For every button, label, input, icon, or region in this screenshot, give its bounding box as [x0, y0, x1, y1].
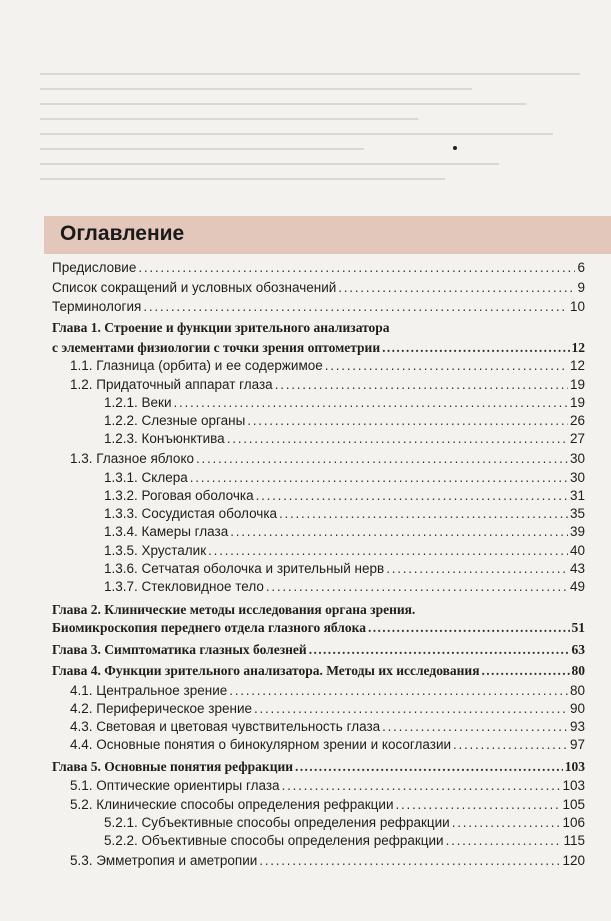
toc-entry-page: 27	[569, 431, 585, 446]
toc-entry[interactable]	[52, 619, 585, 636]
toc-entry-label: 4.3. Световая и цветовая чувствительность глаза	[70, 719, 381, 734]
toc-entry-label: 5.2.1. Субъективные способы определения рефракции	[104, 815, 450, 830]
toc-entry-page: 19	[569, 395, 585, 410]
toc-entry[interactable]	[70, 357, 585, 374]
toc-entry[interactable]	[52, 758, 585, 775]
toc-entry-page: 35	[569, 506, 585, 521]
toc-entry-page: 49	[569, 579, 585, 594]
toc-entry[interactable]	[104, 814, 585, 831]
toc-entry[interactable]	[104, 832, 585, 849]
toc-entry-label: Терминология	[52, 299, 142, 314]
toc-entry-label: Список сокращений и условных обозначений	[52, 280, 337, 295]
show-through-text	[40, 60, 580, 210]
toc-entry-label: 5.2.2. Объективные способы определения рефракции	[104, 833, 444, 848]
toc-entry[interactable]	[70, 376, 585, 393]
toc-entry[interactable]	[52, 298, 585, 315]
toc-entry[interactable]	[52, 259, 585, 276]
toc-entry-label: Биомикроскопия переднего отдела глазного яблока	[52, 620, 366, 635]
toc-entry-page: 6	[577, 260, 585, 275]
toc-entry-label: 5.1. Оптические ориентиры глаза	[70, 778, 280, 793]
toc-entry-label: Предисловие	[52, 260, 137, 275]
toc-entry-page: 103	[564, 759, 585, 774]
toc-entry-label: 1.3.2. Роговая оболочка	[104, 488, 254, 503]
toc-entry[interactable]	[70, 796, 585, 813]
toc-entry-page: 40	[569, 543, 585, 558]
toc-entry-label: 4.1. Центральное зрение	[70, 683, 228, 698]
toc-entry[interactable]	[70, 777, 585, 794]
toc-entry-label: Глава 5. Основные понятия рефракции	[52, 759, 294, 774]
toc-entry[interactable]	[52, 641, 585, 658]
toc-entry-label: 1.3.5. Хрусталик	[104, 543, 207, 558]
toc-entry-page: 93	[569, 719, 585, 734]
toc-entry-label: 1.3. Глазное яблоко	[70, 451, 195, 466]
toc-entry-label: Глава 3. Симптоматика глазных болезней	[52, 642, 307, 657]
toc-chapter-heading[interactable]: Глава 1. Строение и функции зрительного анализатора	[52, 320, 390, 335]
toc-entry-page: 31	[569, 488, 585, 503]
toc-entry-label: Глава 4. Функции зрительного анализатора. Методы их исследования	[52, 663, 480, 678]
toc-entry-page: 19	[569, 377, 585, 392]
toc-entry-page: 106	[562, 815, 585, 830]
toc-entry[interactable]	[104, 412, 585, 429]
toc-entry-label: 1.3.7. Стекловидное тело	[104, 579, 264, 594]
toc-entry-page: 80	[569, 683, 585, 698]
toc-entry-label: 1.1. Глазница (орбита) и ее содержимое	[70, 358, 323, 373]
toc-entry-page: 43	[569, 561, 585, 576]
toc-entry-page: 80	[571, 663, 585, 678]
toc-entry-label: 4.4. Основные понятия о бинокулярном зрении и косоглазии	[70, 737, 452, 752]
toc-entry-label: 4.2. Периферическое зрение	[70, 701, 253, 716]
toc-entry-page: 12	[571, 340, 585, 355]
toc-entry-page: 63	[571, 642, 585, 657]
toc-entry-page: 30	[569, 451, 585, 466]
toc-entry-page: 26	[569, 413, 585, 428]
toc-entry-label: 1.2.2. Слезные органы	[104, 413, 246, 428]
toc-entry-page: 39	[569, 524, 585, 539]
toc-entry-page: 105	[562, 797, 585, 812]
toc-entry[interactable]	[104, 505, 585, 522]
toc-entry-page: 30	[569, 470, 585, 485]
toc-entry-label: 5.2. Клинические способы определения рефракции	[70, 797, 394, 812]
toc-entry[interactable]	[70, 718, 585, 735]
toc-entry[interactable]	[104, 542, 585, 559]
toc-entry[interactable]	[70, 682, 585, 699]
toc-entry[interactable]	[104, 523, 585, 540]
toc-entry[interactable]	[52, 279, 585, 296]
toc-entry[interactable]	[104, 430, 585, 447]
toc-entry[interactable]	[70, 450, 585, 467]
toc-chapter-heading[interactable]: Глава 2. Клинические методы исследования органа зрения.	[52, 602, 416, 617]
toc-entry[interactable]	[104, 394, 585, 411]
toc-entry[interactable]	[104, 560, 585, 577]
toc-entry-label: 1.3.3. Сосудистая оболочка	[104, 506, 278, 521]
ink-dot	[453, 146, 457, 150]
toc-entry-label: 1.2.3. Конъюнктива	[104, 431, 225, 446]
page-title: Оглавление	[60, 222, 185, 245]
toc-entry-page: 120	[562, 853, 585, 868]
toc-entry-page: 115	[563, 833, 585, 848]
toc-entry[interactable]	[104, 487, 585, 504]
toc-entry-label: с элементами физиологии с точки зрения оптометрии	[52, 340, 381, 355]
toc-entry-page: 103	[562, 778, 585, 793]
toc-entry-label: 5.3. Эмметропия и аметропии	[70, 853, 258, 868]
toc-entry[interactable]	[104, 578, 585, 595]
toc-entry-label: 1.3.6. Сетчатая оболочка и зрительный нерв	[104, 561, 385, 576]
toc-entry-page: 90	[569, 701, 585, 716]
toc-entry-label: 1.3.1. Склера	[104, 470, 188, 485]
toc-entry-page: 9	[577, 280, 585, 295]
toc-entry-label: 1.2. Придаточный аппарат глаза	[70, 377, 273, 392]
toc-entry-label: 1.3.4. Камеры глаза	[104, 524, 229, 539]
toc-entry[interactable]	[52, 662, 585, 679]
toc-entry-page: 12	[569, 358, 585, 373]
toc-entry-page: 51	[571, 620, 585, 635]
toc-entry[interactable]	[70, 700, 585, 717]
toc-entry-page: 97	[569, 737, 585, 752]
toc-entry-page: 10	[569, 299, 585, 314]
toc-entry[interactable]	[52, 339, 585, 356]
toc-entry[interactable]	[104, 469, 585, 486]
toc-entry[interactable]	[70, 736, 585, 753]
toc-entry-label: 1.2.1. Веки	[104, 395, 172, 410]
toc-entry[interactable]	[70, 852, 585, 869]
